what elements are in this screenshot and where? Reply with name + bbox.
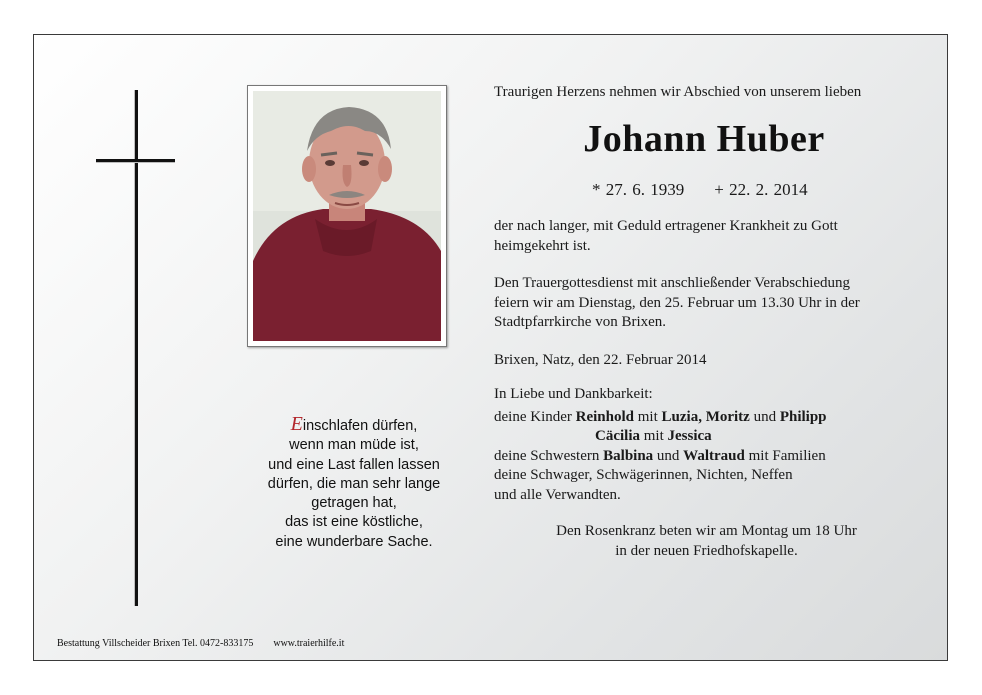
family-name: Luzia, Moritz [661, 408, 750, 425]
family-relatives-line: und alle Verwandten. [494, 486, 621, 503]
footer [57, 638, 344, 649]
family-children-line [494, 408, 914, 428]
death-date: + 22. 2. 2014 [714, 179, 808, 199]
portrait-frame [247, 85, 447, 347]
family-name: Jessica [667, 428, 712, 444]
intro-line: Traurigen Herzens nehmen wir Abschied von unserem lieben [494, 84, 862, 100]
birth-date: * 27. 6. 1939 [592, 179, 685, 199]
family-text: mit Familien [744, 447, 826, 464]
poem-first-line-text: inschlafen dürfen, [302, 418, 418, 434]
cross-horizontal-bar [96, 159, 175, 163]
death-note-line: der nach langer, mit Geduld ertragener Krankheit zu Gott [494, 218, 838, 234]
website-link[interactable]: www.traierhilfe.it [273, 638, 345, 649]
death-note [494, 217, 914, 256]
funeral-home-contact: Bestattung Villscheider Brixen Tel. 0472-833175 [57, 638, 254, 649]
family-list [494, 408, 914, 506]
family-name: Philipp [779, 408, 827, 425]
service-line: feiern wir am Dienstag, den 25. Februar um 13.30 Uhr in der [494, 294, 860, 311]
family-name: Waltraud [683, 447, 745, 464]
service-line: Stadtpfarrkirche von Brixen. [494, 314, 667, 330]
family-text: mit [634, 408, 662, 425]
death-note-line: heimgekehrt ist. [494, 237, 591, 254]
rosary-info [494, 522, 914, 561]
obituary-text [494, 83, 914, 561]
family-children-line-2 [494, 427, 914, 447]
family-name: Reinhold [575, 408, 634, 425]
family-text: deine Schwestern [494, 447, 604, 464]
poem-line: eine wunderbare Sache. [275, 533, 433, 550]
cross-vertical-bar [134, 90, 138, 606]
poem-line-first [204, 415, 504, 436]
life-dates [494, 180, 914, 200]
poem-line: wenn man müde ist, [289, 437, 419, 454]
service-line: Den Trauergottesdienst mit anschließender Verabschiedung [494, 275, 851, 291]
family-name: Cäcilia [595, 428, 640, 444]
place-date: Brixen, Natz, den 22. Februar 2014 [494, 351, 707, 368]
family-name: Balbina [603, 447, 654, 464]
poem-line: getragen hat, [311, 495, 397, 512]
service-info [494, 274, 914, 333]
portrait-photo [253, 91, 441, 341]
rosary-line: Den Rosenkranz beten wir am Montag um 18 Uhr [556, 523, 857, 539]
deceased-name: Johann Huber [583, 117, 825, 160]
family-text: mit [640, 428, 668, 444]
poem-initial-letter: E [290, 413, 303, 435]
poem [204, 415, 504, 552]
family-text: und [653, 447, 684, 464]
rosary-line: in der neuen Friedhofskapelle. [615, 542, 798, 559]
family-text: und [749, 408, 780, 425]
family-inlaws-line: deine Schwager, Schwägerinnen, Nichten, Neffen [494, 467, 793, 483]
love-line: In Liebe und Dankbarkeit: [494, 386, 653, 402]
obituary-card [33, 34, 948, 661]
poem-line: dürfen, die man sehr lange [267, 475, 441, 492]
family-text: deine Kinder [494, 408, 576, 425]
poem-line: und eine Last fallen lassen [268, 456, 440, 473]
poem-line: das ist eine köstliche, [285, 514, 423, 531]
family-sisters-line [494, 447, 914, 467]
